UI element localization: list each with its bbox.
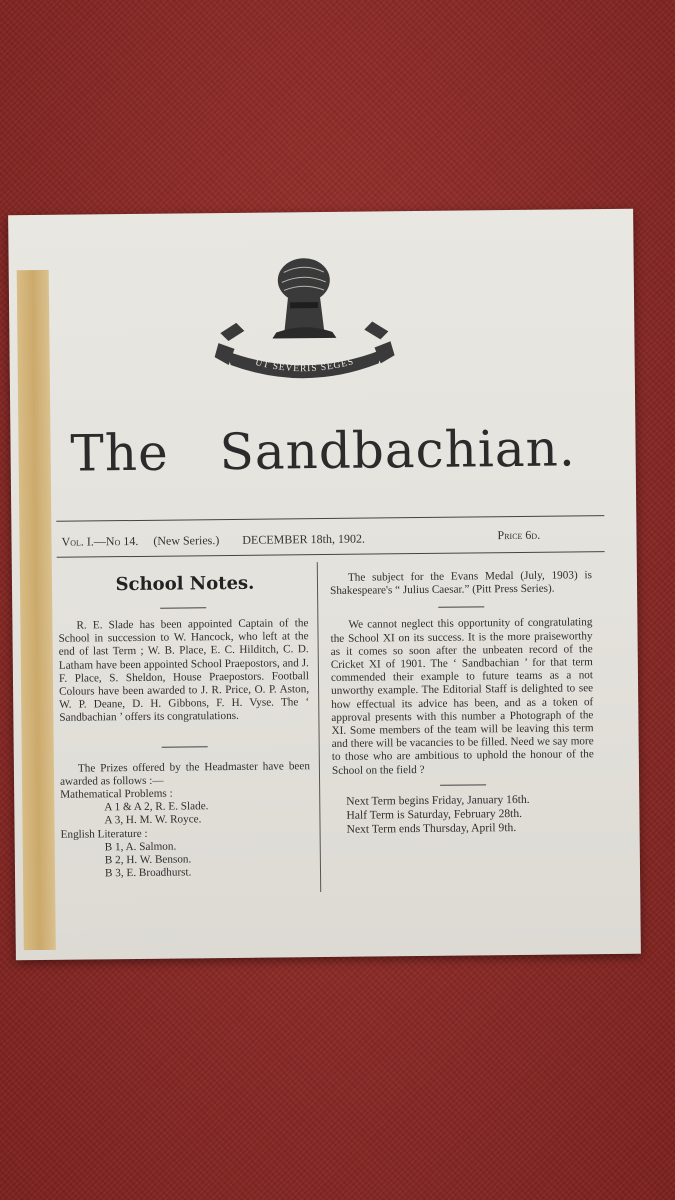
divider-dash bbox=[440, 784, 486, 785]
list-item: Half Term is Saturday, February 28th. bbox=[346, 806, 523, 822]
volume-number: Vol. I.—No 14. bbox=[61, 533, 139, 549]
right-column bbox=[330, 569, 595, 837]
masthead bbox=[61, 531, 377, 549]
evans-medal-notice: The subject for the Evans Medal (July, 1903) is Shakespeare's “ Julius Caesar.” (Pitt Press Series). bbox=[330, 569, 592, 598]
list-item: B 3, E. Broadhurst. bbox=[104, 866, 192, 880]
column-divider bbox=[317, 562, 321, 892]
term-dates bbox=[332, 792, 594, 837]
prize-list bbox=[60, 786, 311, 881]
top-rule bbox=[56, 515, 604, 522]
binding-tape bbox=[17, 270, 56, 950]
captain-notice: R. E. Slade has been appointed Captain of the School in succession to W. Hancock, who left at the end of last Term ; W. B. Place, E. C. Hilditch, C. D. Latham have been appointed School Praepostors, and J. F. Place, S. Sheldon, House Praepostors. Football Colours have been awarded to J. R. Price, O. P. Aston, W. P. Deane, D. H. Gibbons, F. H. Vyse. The ‘ Sandbachian ’ offers its congratulations. bbox=[58, 617, 310, 725]
bottom-rule bbox=[57, 551, 605, 558]
divider-dash bbox=[162, 746, 208, 747]
crest-motto: UT SEVERIS SEGES bbox=[254, 356, 356, 375]
prizes-intro: The Prizes offered by the Headmaster have been awarded as follows :— bbox=[59, 759, 310, 788]
list-item: A 3, H. M. W. Royce. bbox=[104, 813, 202, 827]
price-label: Price 6d. bbox=[497, 527, 541, 543]
divider-dash bbox=[160, 607, 206, 608]
list-item: A 1 & A 2, R. E. Slade. bbox=[104, 800, 209, 814]
issue-date: DECEMBER 18th, 1902. bbox=[242, 531, 366, 547]
list-item: Next Term begins Friday, January 16th. bbox=[346, 792, 530, 808]
magazine-cover bbox=[8, 209, 641, 961]
section-heading: School Notes. bbox=[115, 572, 255, 596]
series-label: (New Series.) bbox=[153, 533, 220, 548]
school-xi-notice: We cannot neglect this opportunity of congratulating the School XI on its success. It is the more praiseworthy as it comes so soon after the unbeaten record of the Cricket XI of 1901. The ‘ Sandbachian ’ for that term commended their example to future teams as a not unworthy example. The Editorial Staff is delighted to see how effectual its advice has been, and as a token of approval presents with this number a Photograph of the XI. Some members of the team will be leaving this term and there will be vacancies to be filled. Need we say more to those who are ambitious to uphold the honour of the School on the field ? bbox=[330, 616, 594, 777]
divider-dash bbox=[438, 607, 484, 608]
wheatsheaf-crest-icon bbox=[214, 251, 395, 383]
list-item: English Literature : bbox=[60, 827, 148, 841]
list-item: Mathematical Problems : bbox=[60, 787, 173, 801]
list-item: Next Term ends Thursday, April 9th. bbox=[346, 820, 517, 836]
page-title: The Sandbachian. bbox=[70, 419, 577, 483]
list-item: B 1, A. Salmon. bbox=[104, 840, 177, 854]
list-item: B 2, H. W. Benson. bbox=[104, 853, 192, 867]
left-column bbox=[58, 606, 311, 881]
